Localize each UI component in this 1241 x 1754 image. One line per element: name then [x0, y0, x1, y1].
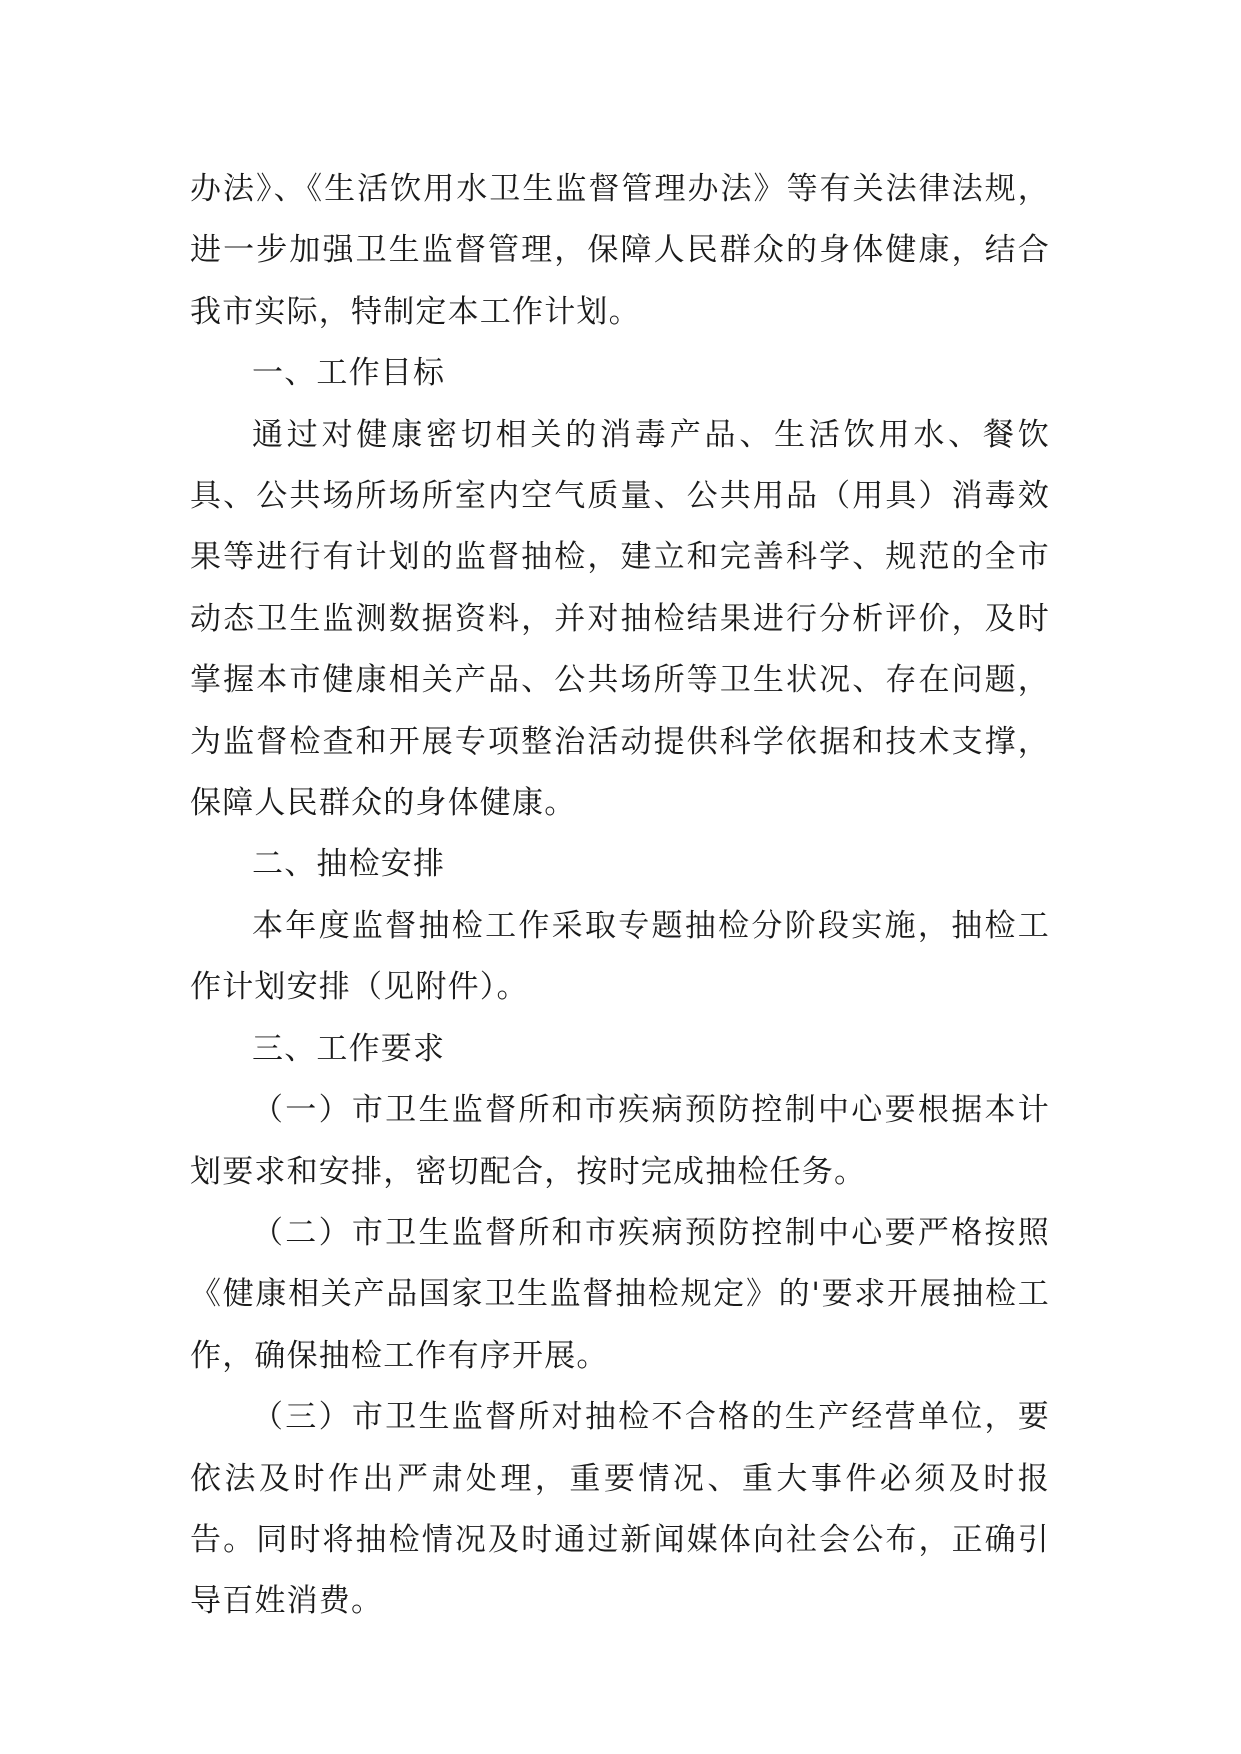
paragraph-goals: 通过对健康密切相关的消毒产品、生活饮用水、餐饮具、公共场所场所室内空气质量、公共用品（用具）消毒效果等进行有计划的监督抽检，建立和完善科学、规范的全市动态卫生监测数据资料，并对抽检结果进行分析评价，及时掌握本市健康相关产品、公共场所等卫生状况、存在问题，为监督检查和开展专项整治活动提供科学依据和技术支撑，保障人民群众的身体健康。 — [190, 416, 1050, 822]
paragraph-intro: 办法》、《生活饮用水卫生监督管理办法》等有关法律法规，进一步加强卫生监督管理，保障人民群众的身体健康，结合我市实际，特制定本工作计划。 — [190, 171, 1050, 330]
section-heading-arrangement: 二、抽检安排 — [252, 846, 446, 883]
document-body — [190, 159, 1050, 1633]
paragraph-arrangement: 本年度监督抽检工作采取专题抽检分阶段实施，抽检工作计划安排（见附件）。 — [190, 907, 1050, 1006]
paragraph-requirement-3: （三）市卫生监督所对抽检不合格的生产经营单位，要依法及时作出严肃处理，重要情况、重大事件必须及时报告。同时将抽检情况及时通过新闻媒体向社会公布，正确引导百姓消费。 — [190, 1399, 1050, 1620]
section-heading-goals: 一、工作目标 — [252, 355, 446, 392]
section-heading-requirements: 三、工作要求 — [252, 1030, 446, 1067]
paragraph-requirement-2: （二）市卫生监督所和市疾病预防控制中心要严格按照《健康相关产品国家卫生监督抽检规定》的'要求开展抽检工作，确保抽检工作有序开展。 — [190, 1214, 1050, 1374]
paragraph-requirement-1: （一）市卫生监督所和市疾病预防控制中心要根据本计划要求和安排，密切配合，按时完成抽检任务。 — [190, 1092, 1050, 1190]
